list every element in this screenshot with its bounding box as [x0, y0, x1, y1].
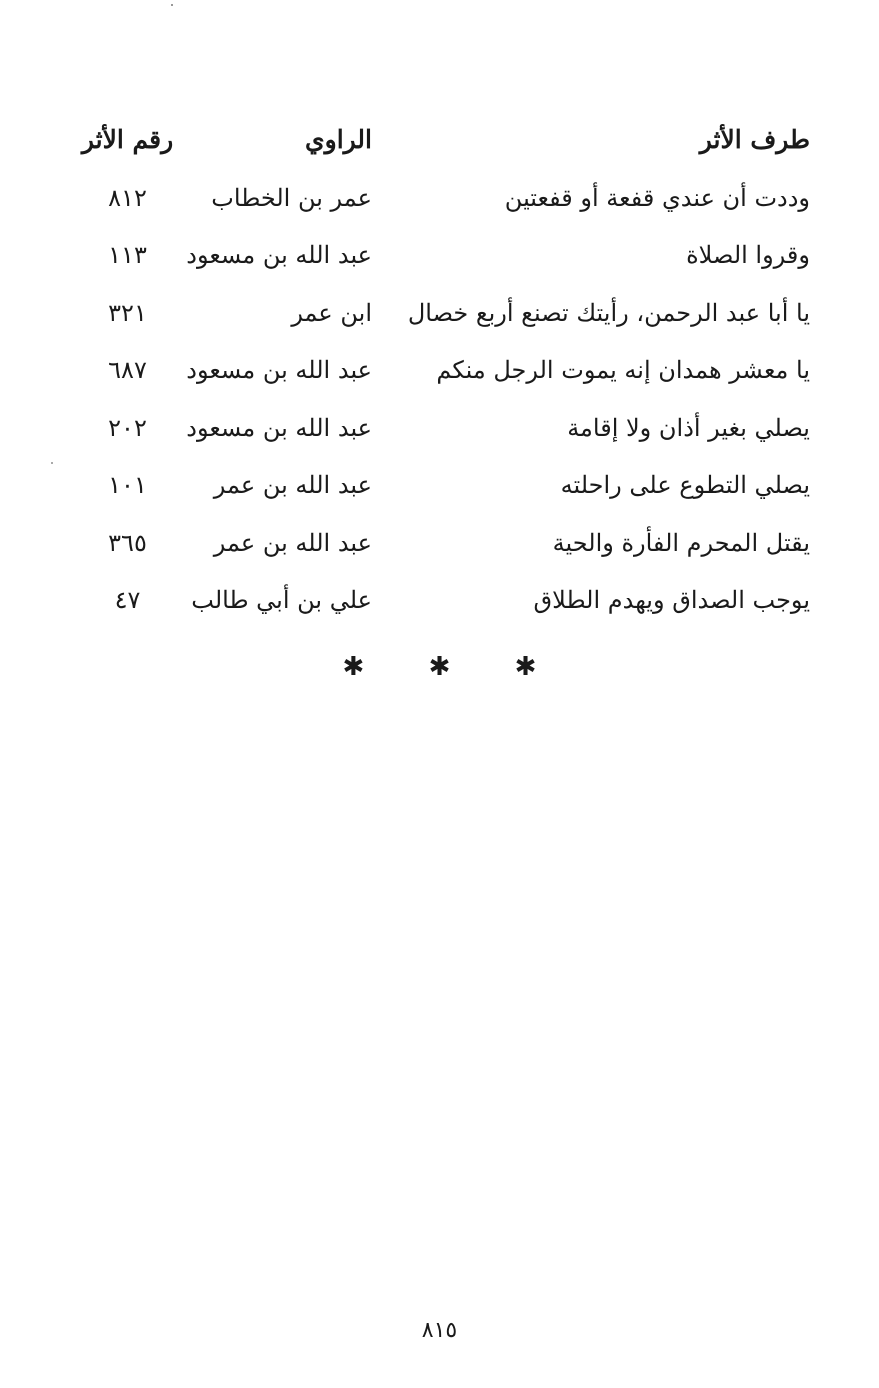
header-athar: طرف الأثر — [699, 125, 810, 154]
athar-index-table — [80, 112, 810, 630]
athar-number: ٣٦٥ — [108, 528, 147, 557]
rawi-name: عبد الله بن عمر — [213, 471, 372, 499]
table-row — [80, 515, 810, 573]
table-row — [80, 285, 810, 343]
athar-text: وقروا الصلاة — [686, 241, 810, 269]
rawi-name: عمر بن الخطاب — [211, 183, 372, 212]
table-row — [80, 400, 810, 458]
athar-text: يقتل المحرم الفأرة والحية — [552, 528, 810, 557]
table-row — [80, 457, 810, 515]
rawi-name: عبد الله بن مسعود — [186, 241, 372, 269]
athar-number: ٦٨٧ — [108, 356, 147, 384]
section-separator: ✱ ✱ ✱ — [342, 652, 565, 682]
header-number: رقم الأثر — [81, 125, 174, 154]
athar-number: ٣٢١ — [108, 298, 147, 327]
table-row — [80, 227, 810, 285]
athar-number: ١١٣ — [108, 241, 147, 269]
rawi-name: عبد الله بن عمر — [213, 528, 372, 557]
rawi-name: علي بن أبي طالب — [191, 586, 372, 614]
rawi-name: ابن عمر — [291, 298, 372, 327]
athar-number: ٢٠٢ — [108, 413, 147, 442]
header-rawi: الراوي — [305, 125, 372, 154]
page-number: ٨١٥ — [421, 1318, 458, 1343]
athar-text: يصلي التطوع على راحلته — [560, 471, 810, 499]
athar-text: يا أبا عبد الرحمن، رأيتك تصنع أربع خصال — [407, 298, 810, 327]
athar-text: يوجب الصداق ويهدم الطلاق — [533, 586, 810, 614]
rawi-name: عبد الله بن مسعود — [186, 356, 372, 384]
athar-number: ٤٧ — [114, 586, 141, 614]
athar-text: يا معشر همدان إنه يموت الرجل منكم — [436, 356, 810, 384]
table-row — [80, 572, 810, 630]
table-header-row — [80, 112, 810, 170]
table-row — [80, 170, 810, 228]
athar-text: يصلي بغير أذان ولا إقامة — [567, 413, 810, 442]
athar-text: وددت أن عندي قفعة أو قفعتين — [504, 183, 810, 212]
table-row — [80, 342, 810, 400]
athar-number: ١٠١ — [108, 471, 147, 499]
scan-speck — [51, 462, 53, 464]
athar-number: ٨١٢ — [108, 183, 147, 212]
rawi-name: عبد الله بن مسعود — [186, 413, 372, 442]
scan-speck — [171, 4, 173, 6]
